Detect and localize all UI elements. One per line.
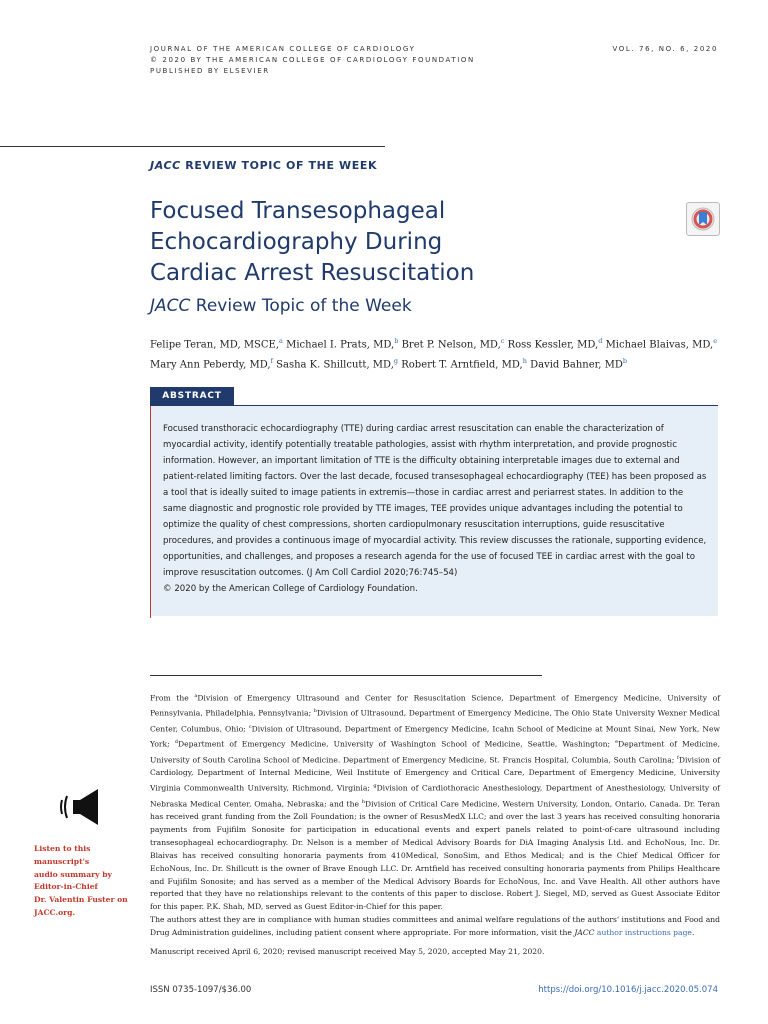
journal-copyright: © 2020 BY THE AMERICAN COLLEGE OF CARDIOLOGY FOUNDATION [150, 56, 475, 64]
author-affiliation-link[interactable]: b [622, 357, 628, 366]
section-label-text: REVIEW TOPIC OF THE WEEK [180, 159, 378, 172]
author-affiliation-link[interactable]: h [522, 357, 527, 366]
affil-text: Division of Critical Care Medicine, Western University, London, Ontario, Canada. [365, 799, 684, 809]
author: Robert T. Arntfield, MD, [398, 359, 523, 371]
affiliations-paragraph [150, 690, 720, 914]
journal-header [150, 44, 475, 77]
audio-summary-text[interactable] [34, 843, 134, 920]
affil-sup: a [194, 693, 198, 699]
affil-sup: d [174, 739, 178, 746]
affil-prefix: From the [150, 693, 195, 703]
footnotes [150, 690, 720, 959]
article-subtitle [150, 296, 412, 316]
compliance-jacc: JACC [574, 928, 595, 938]
abstract-label: ABSTRACT [150, 387, 234, 406]
author-line-2 [150, 353, 720, 373]
title-line-3: Cardiac Arrest Resuscitation [150, 260, 475, 286]
compliance-paragraph [150, 914, 720, 940]
author: Michael Blaivas, MD, [602, 339, 714, 351]
audio-line: audio summary by [34, 869, 112, 879]
footnote-rule [150, 675, 542, 676]
affil-sup: h [361, 798, 365, 805]
author: Felipe Teran, MD, MSCE, [150, 339, 280, 351]
author-affiliation-link[interactable]: g [393, 357, 399, 366]
author-affiliation-link[interactable]: d [598, 337, 603, 345]
affil-text: Department of Emergency Medicine, University of Washington School of Medicine, Seattle, Washington; [177, 739, 616, 749]
crossmark-button[interactable] [686, 202, 720, 236]
abstract-left-border [150, 406, 151, 618]
title-line-1: Focused Transesophageal [150, 198, 446, 224]
author-affiliation-link[interactable]: a [279, 337, 283, 345]
article-title [150, 196, 570, 289]
compliance-text: The authors attest they are in compliance with human studies committees and animal welfare regulations of the authors' institutions and Food and Drug Administration guidelines, including patient consent where appropriate. For more information, visit the [150, 915, 720, 938]
author: Bret P. Nelson, MD, [398, 339, 501, 351]
section-label-jacc: JACC [150, 159, 181, 172]
author-affiliation-link[interactable]: f [270, 357, 273, 366]
affil-text: Division of Ultrasound, Department of Emergency Medicine, The Ohio State University Wexner Medical Center, Columbus, Ohio; [150, 708, 720, 734]
affil-text: Division of Cardiology, Department of Internal Medicine, Weil Institute of Emergency and Critical Care, Department of Emergency Medicine, University Virginia Commonwealth University, Richmond, Virginia; [150, 755, 720, 793]
volume-info: VOL. 76, NO. 6, 2020 [612, 45, 718, 53]
manuscript-dates: Manuscript received April 6, 2020; revised manuscript received May 5, 2020, accepted May 21, 2020. [150, 947, 545, 957]
abstract-copyright: © 2020 by the American College of Cardiology Foundation. [163, 584, 418, 594]
abstract-rule [150, 405, 718, 406]
journal-name: JOURNAL OF THE AMERICAN COLLEGE OF CARDIOLOGY [150, 45, 416, 53]
author-affiliation-link[interactable]: c [500, 337, 505, 345]
abstract-text [163, 421, 708, 597]
audio-line: JACC.org. [34, 907, 76, 917]
audio-line: Listen to this manuscript's [34, 844, 91, 866]
author: David Bahner, MD [526, 359, 623, 371]
author-line-1 [150, 333, 720, 353]
affil-sup: c [248, 723, 252, 730]
affil-sup: b [313, 708, 317, 715]
author: Sasha K. Shillcutt, MD, [272, 359, 394, 371]
affil-sup: f [677, 754, 679, 761]
author-affiliation-link[interactable]: e [713, 337, 718, 345]
affil-text: Division of Emergency Ultrasound and Center for Resuscitation Science, Department of Emergency Medicine, University of Pennsylvania, Philadelphia, Pennsylvania; [150, 693, 721, 718]
title-line-2: Echocardiography During [150, 229, 443, 255]
compliance-end: . [691, 928, 695, 938]
issn: ISSN 0735-1097/$36.00 [150, 985, 252, 995]
abstract-body: Focused transthoracic echocardiography (TTE) during cardiac arrest resuscitation can enable the characterization of myocardial activity, identify potentially treatable pathologies, assist with rhythm interpretation, and provide prognostic information. However, an important limitation of TTE is the difficulty obtaining interpretable images due to external and patient-related limiting factors. Over the last decade, focused transesophageal echocardiography (TEE) has been proposed as a tool that is ideally suited to image patients in extremis—those in cardiac arrest and periarrest states. In addition to the same diagnostic and prognostic role provided by TTE images, TEE provides unique advantages including the potential to optimize the quality of chest compressions, shorten cardiopulmonary resuscitation interruptions, guide resuscitative procedures, and provides a continuous image of myocardial activity. This review discusses the rationale, supporting evidence, opportunities, and challenges, and proposes a research agenda for the use of focused TEE in cardiac arrest with the goal to improve resuscitation outcomes. (J Am Coll Cardiol 2020;76:745–54) [163, 424, 707, 578]
author: Ross Kessler, MD, [504, 339, 599, 351]
affil-text: Division of Cardiothoracic Anesthesiology, Department of Anesthesiology, University of Nebraska Medical Center, Omaha, Nebraska; and the [150, 783, 720, 809]
affil-sup: g [373, 783, 377, 790]
audio-summary-button[interactable] [58, 786, 108, 828]
disclosures-text: Dr. Teran has received grant funding from the Zoll Foundation; is the owner of ResusMedX LLC; and over the last 3 years has received consulting honoraria payments from Fujifilm Sonosite for participation in educational events and expert panels related to point-of-care ultrasound including transesophageal echocardiography. Dr. Nelson is a member of Medical Advisory Boards for DiA Imaging Analysis Ltd. and EchoNous, Inc. Dr. Blaivas has received consulting honoraria payments from 410Medical, SonoSim, and Ethos Medical; and is the Chief Medical Officer for EchoNous, Inc. Dr. Shillcutt is the owner of Brave Enough LLC. Dr. Arntfield has received consulting honoraria payments from Philips Healthcare and Fujifilm Sonosite; and has served as a member of the Medical Advisory Boards for EchoNous, Inc. and Vave Health. All other authors have reported that they have no relationships relevant to the contents of this paper to disclose. Robert J. Siegel, MD, served as Guest Associate Editor for this paper. P.K. Shah, MD, served as Guest Editor-in-Chief for this paper. [150, 799, 720, 912]
header-rule [0, 146, 385, 147]
author-list [150, 333, 720, 374]
section-label [150, 159, 377, 172]
affil-sup: e [615, 739, 619, 746]
subtitle-jacc: JACC [150, 296, 191, 316]
author: Michael I. Prats, MD, [282, 339, 395, 351]
journal-publisher: PUBLISHED BY ELSEVIER [150, 67, 270, 75]
affil-text: Division of Ultrasound, Department of Emergency Medicine, Icahn School of Medicine at Mount Sinai, New York, New York; [150, 724, 720, 749]
audio-line: Dr. Valentin Fuster on [34, 895, 128, 905]
audio-line: Editor-in-Chief [34, 882, 98, 892]
affil-text: Department of Medicine, University of South Carolina School of Medicine. Department of Emergency Medicine, St. Francis Hospital, Columbia, South Carolina; [150, 739, 720, 765]
crossmark-icon [687, 203, 719, 235]
author: Mary Ann Peberdy, MD, [150, 359, 271, 371]
subtitle-text: Review Topic of the Week [190, 296, 412, 316]
speaker-icon [58, 786, 108, 828]
author-instructions-link[interactable]: author instructions page [594, 928, 692, 938]
author-affiliation-link[interactable]: b [394, 337, 399, 345]
doi-link[interactable]: https://doi.org/10.1016/j.jacc.2020.05.074 [538, 985, 718, 995]
